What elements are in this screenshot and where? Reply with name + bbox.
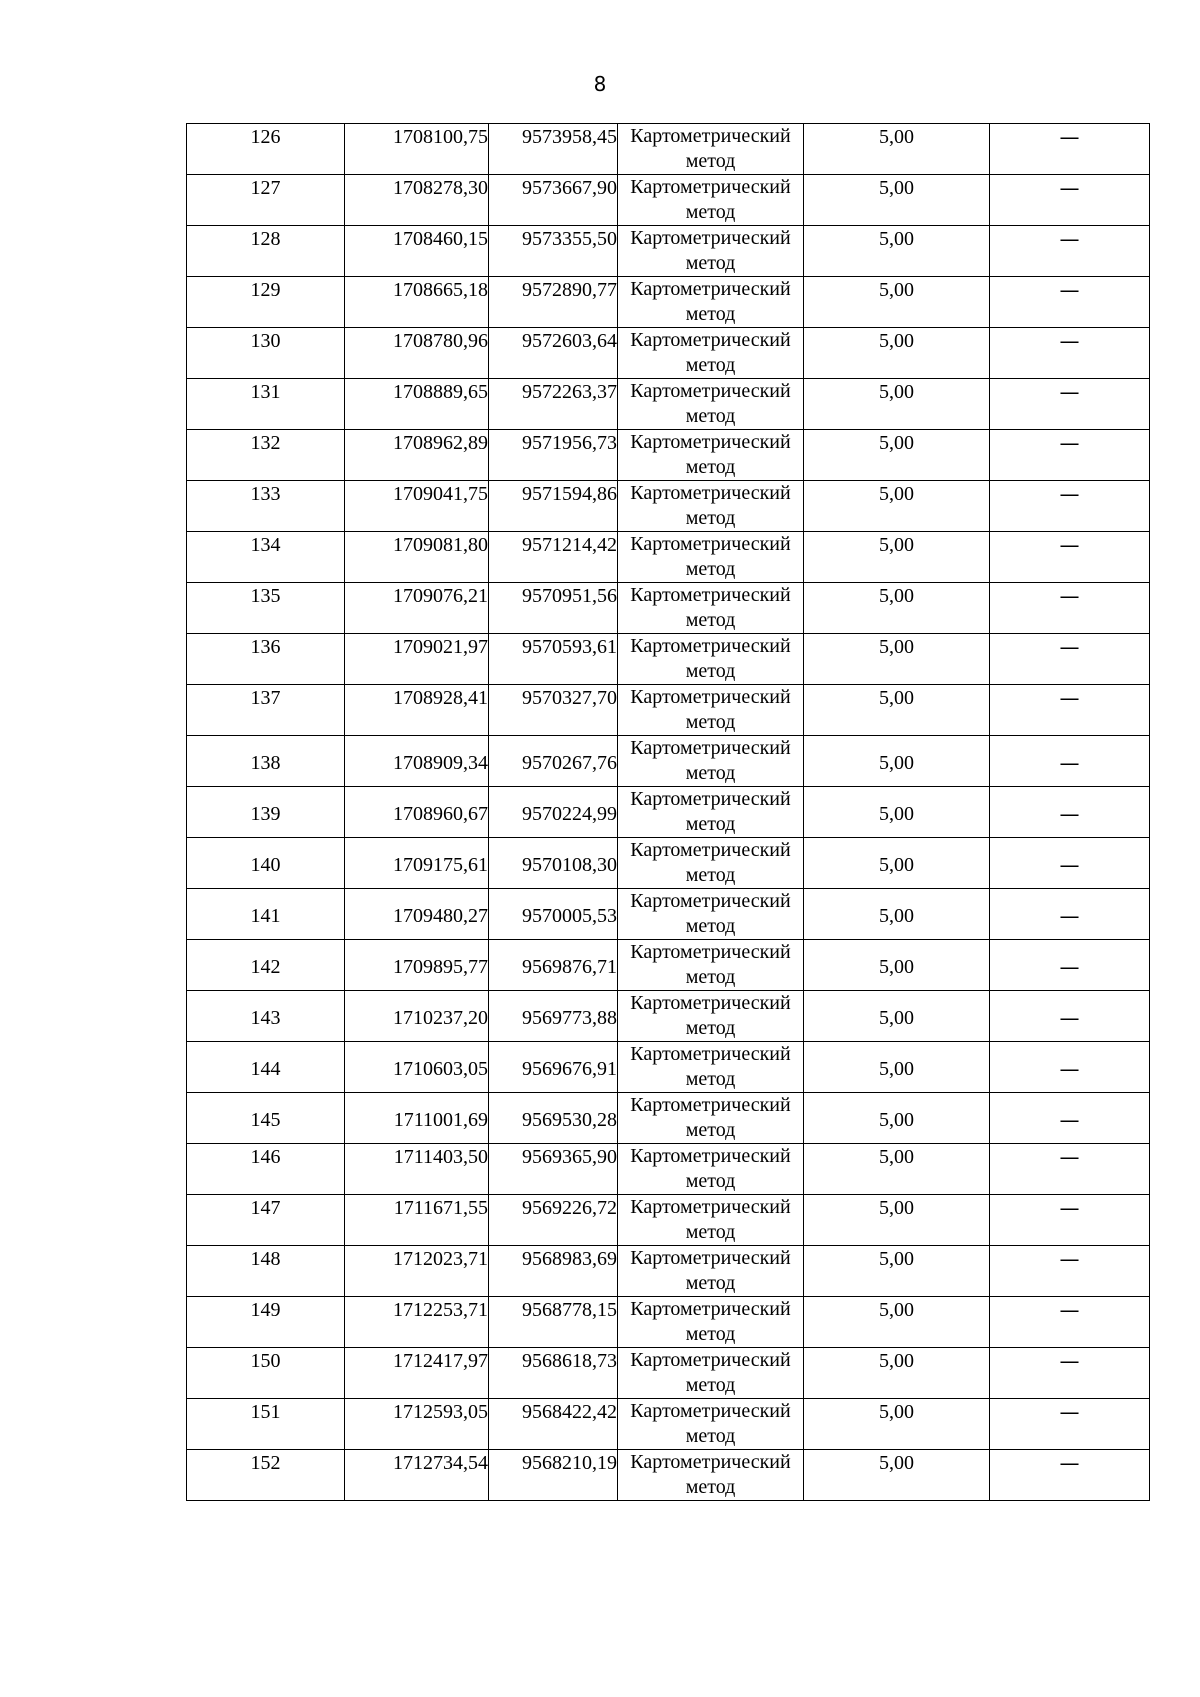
y-coordinate-cell: 9568422,42 [489,1399,618,1450]
y-coordinate-cell: 9568983,69 [489,1246,618,1297]
point-number-cell: 141 [187,889,345,940]
accuracy-cell: 5,00 [804,1297,990,1348]
point-number-cell: 133 [187,481,345,532]
table-row [187,940,1150,991]
table-row [187,226,1150,277]
table-row [187,1348,1150,1399]
table-row [187,481,1150,532]
method-line-2: метод [685,1221,736,1243]
note-cell: — [990,1195,1150,1246]
method-cell [618,1450,804,1501]
method-line-2: метод [685,252,736,274]
method-line-1: Картометрический [630,635,791,657]
table-row [187,124,1150,175]
method-line-1: Картометрический [630,176,791,198]
method-line-2: метод [685,456,736,478]
accuracy-cell: 5,00 [804,532,990,583]
table-row [187,838,1150,889]
method-line-2: метод [685,354,736,376]
x-coordinate-cell: 1711671,55 [345,1195,489,1246]
table-row [187,1042,1150,1093]
note-cell: — [990,1450,1150,1501]
point-number-cell: 140 [187,838,345,889]
method-line-1: Картометрический [630,584,791,606]
note-cell: — [990,787,1150,838]
method-line-2: метод [685,1017,736,1039]
x-coordinate-cell: 1708100,75 [345,124,489,175]
point-number-cell: 148 [187,1246,345,1297]
accuracy-cell: 5,00 [804,787,990,838]
y-coordinate-cell: 9568778,15 [489,1297,618,1348]
point-number-cell: 144 [187,1042,345,1093]
method-line-1: Картометрический [630,431,791,453]
method-cell [618,838,804,889]
y-coordinate-cell: 9569530,28 [489,1093,618,1144]
method-line-1: Картометрический [630,1145,791,1167]
point-number-cell: 127 [187,175,345,226]
x-coordinate-cell: 1708460,15 [345,226,489,277]
x-coordinate-cell: 1712734,54 [345,1450,489,1501]
x-coordinate-cell: 1708960,67 [345,787,489,838]
y-coordinate-cell: 9569876,71 [489,940,618,991]
method-cell [618,991,804,1042]
table-row [187,1399,1150,1450]
accuracy-cell: 5,00 [804,175,990,226]
point-number-cell: 147 [187,1195,345,1246]
accuracy-cell: 5,00 [804,379,990,430]
method-line-2: метод [685,1476,736,1498]
method-line-1: Картометрический [630,227,791,249]
note-cell: — [990,583,1150,634]
note-cell: — [990,685,1150,736]
y-coordinate-cell: 9573958,45 [489,124,618,175]
y-coordinate-cell: 9568210,19 [489,1450,618,1501]
method-line-1: Картометрический [630,329,791,351]
method-cell [618,430,804,481]
y-coordinate-cell: 9572603,64 [489,328,618,379]
page-number: 8 [593,72,607,96]
method-line-2: метод [685,915,736,937]
note-cell: — [990,838,1150,889]
y-coordinate-cell: 9570224,99 [489,787,618,838]
point-number-cell: 152 [187,1450,345,1501]
method-line-1: Картометрический [630,890,791,912]
note-cell: — [990,277,1150,328]
point-number-cell: 138 [187,736,345,787]
method-line-2: метод [685,405,736,427]
x-coordinate-cell: 1709175,61 [345,838,489,889]
method-line-2: метод [685,1425,736,1447]
x-coordinate-cell: 1709076,21 [345,583,489,634]
table-row [187,1093,1150,1144]
method-cell [618,736,804,787]
table-row [187,583,1150,634]
x-coordinate-cell: 1712417,97 [345,1348,489,1399]
accuracy-cell: 5,00 [804,1144,990,1195]
method-line-2: метод [685,813,736,835]
y-coordinate-cell: 9569676,91 [489,1042,618,1093]
x-coordinate-cell: 1709081,80 [345,532,489,583]
accuracy-cell: 5,00 [804,838,990,889]
accuracy-cell: 5,00 [804,1195,990,1246]
point-number-cell: 134 [187,532,345,583]
accuracy-cell: 5,00 [804,634,990,685]
method-line-2: метод [685,1323,736,1345]
method-cell [618,379,804,430]
point-number-cell: 126 [187,124,345,175]
table-row [187,685,1150,736]
point-number-cell: 129 [187,277,345,328]
y-coordinate-cell: 9571214,42 [489,532,618,583]
table-row [187,379,1150,430]
note-cell: — [990,736,1150,787]
method-line-2: метод [685,711,736,733]
method-line-2: метод [685,507,736,529]
x-coordinate-cell: 1709895,77 [345,940,489,991]
accuracy-cell: 5,00 [804,685,990,736]
method-cell [618,1246,804,1297]
method-line-1: Картометрический [630,788,791,810]
method-line-2: метод [685,201,736,223]
method-line-1: Картометрический [630,1349,791,1371]
method-cell [618,940,804,991]
method-line-2: метод [685,1068,736,1090]
method-line-1: Картометрический [630,533,791,555]
point-number-cell: 136 [187,634,345,685]
y-coordinate-cell: 9573355,50 [489,226,618,277]
note-cell: — [990,940,1150,991]
note-cell: — [990,379,1150,430]
note-cell: — [990,430,1150,481]
table-row [187,889,1150,940]
note-cell: — [990,1297,1150,1348]
method-line-2: метод [685,762,736,784]
y-coordinate-cell: 9570005,53 [489,889,618,940]
accuracy-cell: 5,00 [804,736,990,787]
point-number-cell: 143 [187,991,345,1042]
method-cell [618,481,804,532]
table-row [187,1246,1150,1297]
y-coordinate-cell: 9570951,56 [489,583,618,634]
accuracy-cell: 5,00 [804,328,990,379]
note-cell: — [990,889,1150,940]
method-line-1: Картометрический [630,686,791,708]
method-line-2: метод [685,864,736,886]
x-coordinate-cell: 1708889,65 [345,379,489,430]
x-coordinate-cell: 1708909,34 [345,736,489,787]
table-row [187,1144,1150,1195]
method-cell [618,1348,804,1399]
method-cell [618,1195,804,1246]
table-row [187,634,1150,685]
method-line-1: Картометрический [630,125,791,147]
x-coordinate-cell: 1711001,69 [345,1093,489,1144]
table-row [187,430,1150,481]
note-cell: — [990,1399,1150,1450]
method-line-2: метод [685,1170,736,1192]
accuracy-cell: 5,00 [804,940,990,991]
point-number-cell: 146 [187,1144,345,1195]
accuracy-cell: 5,00 [804,430,990,481]
point-number-cell: 151 [187,1399,345,1450]
note-cell: — [990,532,1150,583]
point-number-cell: 142 [187,940,345,991]
x-coordinate-cell: 1709021,97 [345,634,489,685]
point-number-cell: 150 [187,1348,345,1399]
note-cell: — [990,328,1150,379]
accuracy-cell: 5,00 [804,1399,990,1450]
x-coordinate-cell: 1708962,89 [345,430,489,481]
method-line-2: метод [685,1272,736,1294]
point-number-cell: 137 [187,685,345,736]
method-line-2: метод [685,1119,736,1141]
y-coordinate-cell: 9568618,73 [489,1348,618,1399]
y-coordinate-cell: 9569773,88 [489,991,618,1042]
table-row [187,175,1150,226]
point-number-cell: 139 [187,787,345,838]
x-coordinate-cell: 1708665,18 [345,277,489,328]
accuracy-cell: 5,00 [804,226,990,277]
method-cell [618,226,804,277]
x-coordinate-cell: 1709041,75 [345,481,489,532]
y-coordinate-cell: 9570267,76 [489,736,618,787]
method-cell [618,175,804,226]
method-cell [618,1042,804,1093]
method-line-1: Картометрический [630,1451,791,1473]
note-cell: — [990,481,1150,532]
x-coordinate-cell: 1708928,41 [345,685,489,736]
method-line-1: Картометрический [630,278,791,300]
method-cell [618,1399,804,1450]
point-number-cell: 145 [187,1093,345,1144]
method-line-1: Картометрический [630,1298,791,1320]
y-coordinate-cell: 9571956,73 [489,430,618,481]
accuracy-cell: 5,00 [804,1450,990,1501]
method-line-1: Картометрический [630,1247,791,1269]
table-row [187,277,1150,328]
y-coordinate-cell: 9570593,61 [489,634,618,685]
point-number-cell: 130 [187,328,345,379]
table-row [187,736,1150,787]
point-number-cell: 131 [187,379,345,430]
method-line-1: Картометрический [630,1043,791,1065]
x-coordinate-cell: 1712253,71 [345,1297,489,1348]
method-line-1: Картометрический [630,839,791,861]
x-coordinate-cell: 1712593,05 [345,1399,489,1450]
method-line-2: метод [685,303,736,325]
table-row [187,1297,1150,1348]
accuracy-cell: 5,00 [804,991,990,1042]
table-body [187,124,1150,1501]
table-row [187,328,1150,379]
method-line-1: Картометрический [630,380,791,402]
table-row [187,1450,1150,1501]
x-coordinate-cell: 1711403,50 [345,1144,489,1195]
method-cell [618,685,804,736]
accuracy-cell: 5,00 [804,481,990,532]
y-coordinate-cell: 9570108,30 [489,838,618,889]
method-line-1: Картометрический [630,992,791,1014]
accuracy-cell: 5,00 [804,889,990,940]
method-cell [618,1093,804,1144]
note-cell: — [990,991,1150,1042]
point-number-cell: 128 [187,226,345,277]
method-line-1: Картометрический [630,1196,791,1218]
note-cell: — [990,634,1150,685]
method-cell [618,889,804,940]
note-cell: — [990,1246,1150,1297]
note-cell: — [990,1348,1150,1399]
point-number-cell: 135 [187,583,345,634]
y-coordinate-cell: 9569226,72 [489,1195,618,1246]
note-cell: — [990,1042,1150,1093]
method-line-1: Картометрический [630,482,791,504]
table-row [187,991,1150,1042]
method-cell [618,124,804,175]
accuracy-cell: 5,00 [804,277,990,328]
accuracy-cell: 5,00 [804,124,990,175]
method-line-1: Картометрический [630,1400,791,1422]
x-coordinate-cell: 1712023,71 [345,1246,489,1297]
method-cell [618,1297,804,1348]
note-cell: — [990,226,1150,277]
method-line-1: Картометрический [630,1094,791,1116]
table-row [187,1195,1150,1246]
method-line-2: метод [685,558,736,580]
method-line-2: метод [685,660,736,682]
note-cell: — [990,175,1150,226]
accuracy-cell: 5,00 [804,583,990,634]
method-line-2: метод [685,966,736,988]
method-cell [618,787,804,838]
method-line-2: метод [685,609,736,631]
accuracy-cell: 5,00 [804,1348,990,1399]
accuracy-cell: 5,00 [804,1093,990,1144]
method-line-1: Картометрический [630,737,791,759]
x-coordinate-cell: 1708278,30 [345,175,489,226]
x-coordinate-cell: 1710603,05 [345,1042,489,1093]
y-coordinate-cell: 9572890,77 [489,277,618,328]
y-coordinate-cell: 9569365,90 [489,1144,618,1195]
method-cell [618,328,804,379]
note-cell: — [990,1093,1150,1144]
method-cell [618,634,804,685]
accuracy-cell: 5,00 [804,1246,990,1297]
x-coordinate-cell: 1708780,96 [345,328,489,379]
method-cell [618,583,804,634]
method-line-2: метод [685,1374,736,1396]
note-cell: — [990,1144,1150,1195]
method-line-2: метод [685,150,736,172]
method-cell [618,532,804,583]
note-cell: — [990,124,1150,175]
y-coordinate-cell: 9573667,90 [489,175,618,226]
point-number-cell: 149 [187,1297,345,1348]
y-coordinate-cell: 9572263,37 [489,379,618,430]
coordinates-table [186,123,1150,1501]
x-coordinate-cell: 1709480,27 [345,889,489,940]
y-coordinate-cell: 9570327,70 [489,685,618,736]
y-coordinate-cell: 9571594,86 [489,481,618,532]
point-number-cell: 132 [187,430,345,481]
table-row [187,532,1150,583]
method-cell [618,277,804,328]
method-line-1: Картометрический [630,941,791,963]
method-cell [618,1144,804,1195]
table-row [187,787,1150,838]
x-coordinate-cell: 1710237,20 [345,991,489,1042]
accuracy-cell: 5,00 [804,1042,990,1093]
